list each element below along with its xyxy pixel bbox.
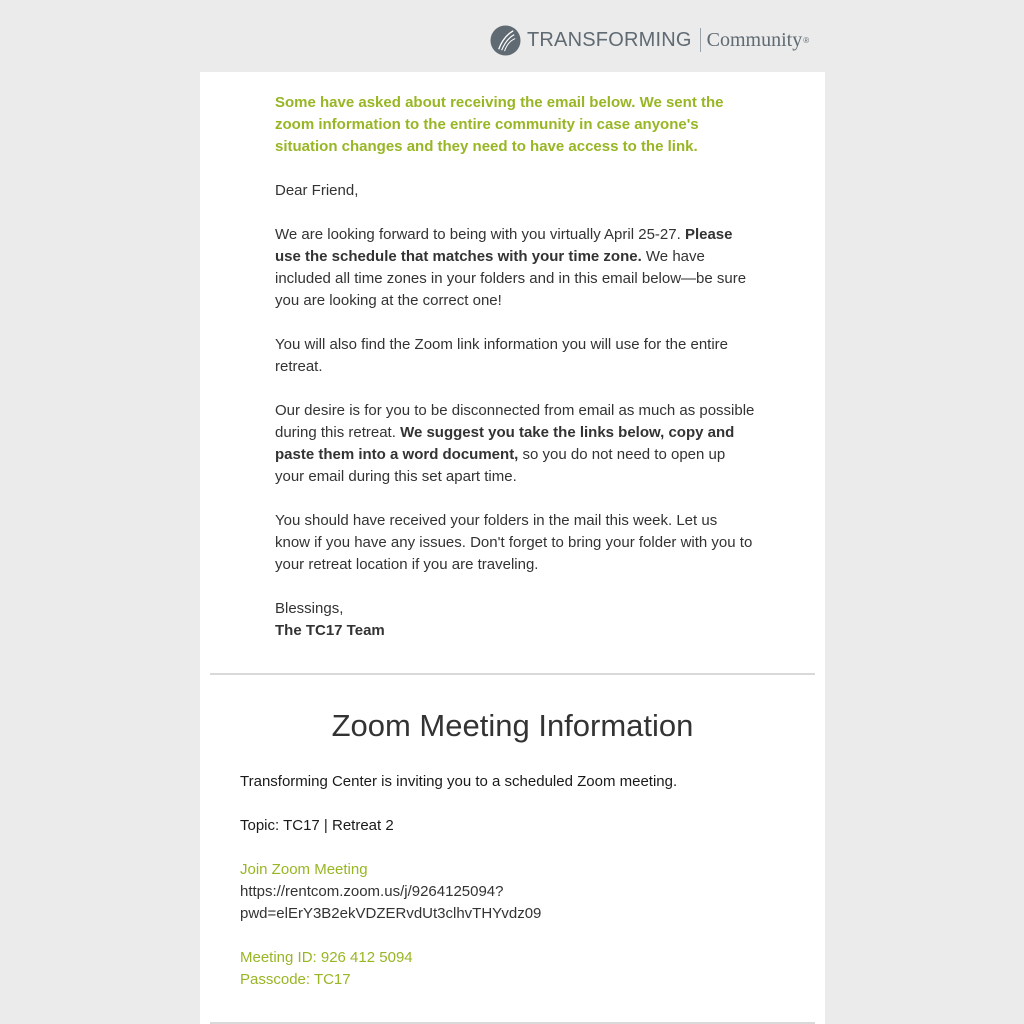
- transforming-community-logo[interactable]: [490, 24, 809, 56]
- paragraph-folders: You should have received your folders in the mail this week. Let us know if you have any issues. Don't forget to bring your folder with you to your retreat location if you are traveling.: [275, 512, 753, 573]
- signature-name: The TC17 Team: [275, 622, 385, 639]
- paragraph-dates-end: We have included all time zones in your folders and in this email below—be sure you are looking at the correct one!: [275, 248, 747, 309]
- notice-text: Some have asked about receiving the email below. We sent the zoom information to the entire community in case anyone's situation changes and they need to have access to the link.: [275, 94, 724, 155]
- logo-registered-mark: ®: [803, 35, 810, 45]
- zoom-section-title: Zoom Meeting Information: [331, 708, 694, 743]
- section-divider: [210, 673, 815, 675]
- paragraph-dates-start: We are looking forward to being with you virtually April 25-27.: [275, 226, 685, 243]
- zoom-passcode: Passcode: TC17: [240, 971, 351, 988]
- closing: Blessings,: [275, 600, 344, 617]
- paragraph-dates: [275, 224, 755, 312]
- zoom-meeting-id: Meeting ID: 926 412 5094: [240, 949, 413, 966]
- zoom-invite-text: Transforming Center is inviting you to a scheduled Zoom meeting.: [240, 773, 678, 790]
- logo-word-community: Community: [706, 28, 803, 51]
- zoom-topic: Topic: TC17 | Retreat 2: [240, 817, 394, 834]
- email-body-card: [200, 72, 825, 1024]
- paragraph-zoom-link: You will also find the Zoom link information you will use for the entire retreat.: [275, 336, 729, 375]
- zoom-url-line-2[interactable]: pwd=elErY3B2ekVDZERvdUt3clhvTHYvdz09: [240, 905, 542, 922]
- paragraph-dates-bold: Please use the schedule that matches with your time zone.: [275, 226, 733, 265]
- letter-content: [275, 92, 755, 642]
- paragraph-disconnect-end: so you do not need to open up your email during this set apart time.: [275, 446, 726, 485]
- leaf-logo-icon: [490, 25, 521, 56]
- greeting: Dear Friend,: [275, 182, 359, 199]
- signature: [275, 620, 755, 642]
- paragraph-disconnect-bold: We suggest you take the links below, copy and paste them into a word document,: [275, 424, 735, 463]
- paragraph-disconnect-start: Our desire is for you to be disconnected from email as much as possible during this retreat.: [275, 402, 755, 441]
- paragraph-disconnect: [275, 400, 755, 488]
- logo-divider: [700, 28, 701, 52]
- join-zoom-link[interactable]: Join Zoom Meeting: [240, 861, 368, 878]
- zoom-info: [240, 771, 785, 991]
- logo-word-transforming: TRANSFORMING: [527, 28, 692, 51]
- zoom-url-line-1[interactable]: https://rentcom.zoom.us/j/9264125094?: [240, 883, 504, 900]
